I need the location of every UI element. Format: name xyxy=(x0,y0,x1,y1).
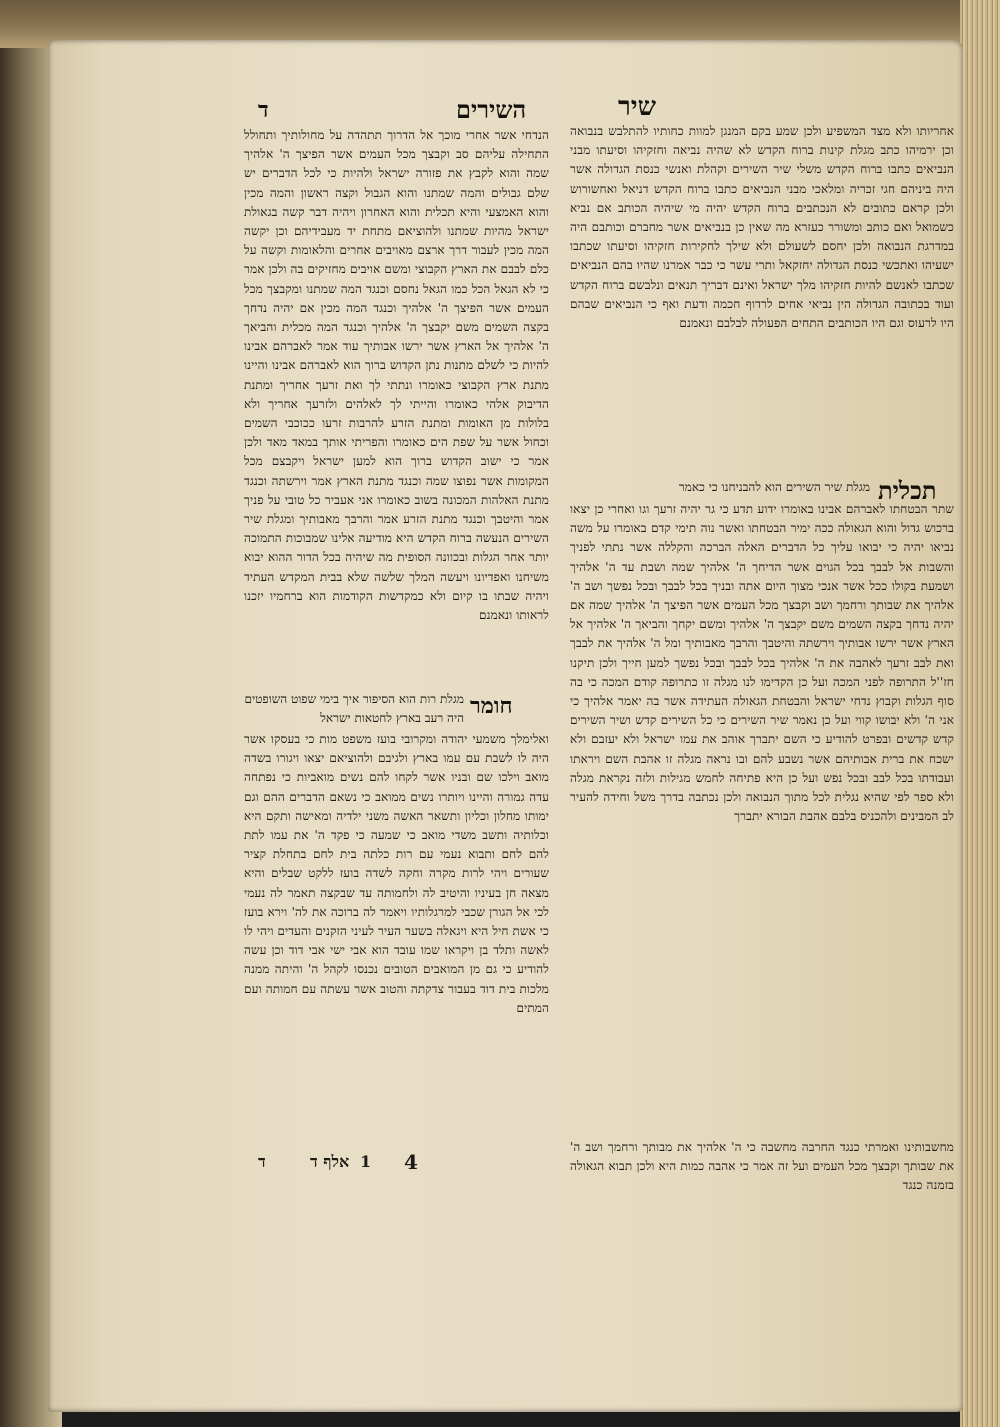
right-column-body xyxy=(570,500,954,826)
section-subtitle-chomer: מגלת רות הוא הסיפור איך בימי שפוט השופטים היה רעב בארץ לחטאות ישראל xyxy=(244,692,464,725)
signature-mark-2: 4 xyxy=(404,1150,418,1174)
right-column-tail xyxy=(570,1138,954,1196)
right-running-title: שיר xyxy=(618,92,656,122)
left-folio-number: ד xyxy=(258,97,269,123)
right-tail-paragraph: מחשבותינו ואמרתי כנגד החרבה מחשבה כי ה' אלהיך את מבותך ורחמך ושב ה' את שבותך וקבצך מכל העמים ועל זה אמר כי אהבה כמות היא ולכן תבוא הגאולה בזמנה כנגד xyxy=(570,1140,954,1193)
left-column xyxy=(244,126,549,625)
section-subtitle-takhlit: מגלת שיר השירים הוא להבניחנו כי כאמר xyxy=(678,480,870,494)
left-folio-mark: ד xyxy=(258,1152,266,1171)
book-page xyxy=(48,40,963,1412)
page-stack-edge xyxy=(960,0,1000,1427)
right-body-paragraph: שתר הבטחתו לאברהם אבינו באומרו ידוע תדע כי גר יהיה זרעך וגו ואחרי כן יצאו ברכוש גדול והוא הגאולה ככה ימיר הבטחתו ואשר נוה תימי קדם באומרו על משה נביאו יהיה כי יבואו עליך כל הדברים האלה הברכה והקללה אשר נתתי לפניך והשבות אל לבבך בכל הגוים אשר הדיחך ה' אלהיך שמה ושבת עד ה' אלהיך ושמעת בקולו ככל אשר אנכי מצוך היום אתה ובניך בכל לבבך ובכל נפשך ושב ה' אלהיך את שבותך ורחמך ושב וקבצך מכל העמים אשר הפיצך ה' אלהיך שמה אם יהיה נדחך בקצה השמים משם יקבצך ה' אלהיך ומשם יקחך והביאך ה' אלהיך אל הארץ אשר ירשו אבותיך וירשתה והיטבך והרבך מאבותיך ומל ה' אלהיך את לבבך ואת לבב זרעך לאהבה את ה' אלהיך בכל לבבך ובכל נפשך למען חייך ולכן תיקנו חז''ל התרופה לפני המכה ועל כן הקדימו לנו מגלה זו כתרופה קודם המכה כי בה סוף הגלות וקבוץ נדחי ישראל והבטחת הגאולה העתידה אשר בה יאמר אלהיך כי אני ה' ולא יבושו קווי ועל כן נאמר שיר השירים כי כל השירים קדש ושיר השירים קדש קדשים ובפרט להודיע כי השם יתברך אוהב את עמו ישראל ולא יעזבם ולא ישכח את ברית אבותיהם אשר נשבע להם ובו נראה מגלה זו אהבת השם ויראתו ועבודתו בכל לבב ובכל נפש ועל כן היא פתיחה לחמש מגילות ולזה נקראת מגלה ולא ספר לפי שהיא נגלית לכל מתוך הנבואה ולכן נכתבה בדרך משל וחידה להעיר לב המבינים ולהכניס בלבם אהבת הבורא יתברך xyxy=(570,502,954,824)
section-title-chomer: חומר xyxy=(470,693,513,719)
section-title-takhlit: תכלית xyxy=(878,476,937,505)
left-column-body xyxy=(244,730,549,1018)
right-column xyxy=(570,122,954,333)
signature-mark-1: 1 xyxy=(360,1152,372,1171)
right-top-paragraph: אחריותו ולא מצד המשפיע ולכן שמע בקם המנגן למוות כחותיו להתלבש בנבואה וכן ירמיהו כתב מגלת קינות ברוח הקדש לא שהיה נביאה וחזקיהו וסיעתו מבני הנביאים כתבו ברוח הקדש משלי שיר השירים וקהלת ואנשי כנסת הגדולה אשר היה ביניהם חגי זכריה ומלאכי מבני הנביאים כתבו ברוח הקדש דניאל ואחשורוש ולכן קראם כתובים לא הנכתבים ברוח הקדש יהיה מי שיהיה הכותב אם נביא כשמואל ואם כותב ומשורר כעזרא מה שאין כן בנביאים אשר מחברם וכותבם היה במדרגת הנבואה ולכן יחסם לשעולם ולא שילך לחקירות חזקיהו וסיעתו שכתבו ישעיהו ואתכשי כנסת הגדולה יחזקאל ותרי עשר כי כבר אמרנו שהיו בהם הנביאים שכתבו לאנשם להיות חזקיהו מלך ישראל ואינם דבריך תנאים ונלבשם ברוח הקדש ועוד בכתובה הגדולה הין נביאי אחים לרדוף חכמה ודעת ואף כי הנביאים שבהם היו לרעוס וגם היו הכותבים התחים הפעולה לבלבם ונאמנם xyxy=(570,124,954,331)
left-top-paragraph: הנדחי אשר אחרי מוכך אל הדרוך תתהדה על מחולותיך ותחולל התחילה עליהם סב וקבצך מכל העמים אשר הפיצך ה' אלהיך שמה והוא לקבץ את פזורה ישראל ולהיות כי לכל הדברים יש שלם גבולים והמה שמתנו והוא הגבול וקצה ראשון והמה מכין והוא האמצעי והיא תכלית והוא האחרון ויהיה דבר קשה בגאולת ישראל מהיות שמתנו ולהוציאם מתחת יד מעבידיהם וכן יקשה המה מכין לעבור דרך ארצם מאויבים אחרים והלאומות וקשה על כלם לבבם את הארץ הקבוצי ומשם אויבים מחזיקים בה ולכן אמר כי לא הגאל הכל כמו הגאל נחסם וכנגד המה שמתנו ומקבצך מכל העמים אשר הפיצך ה' אלהיך וכנגד המה מכין אם יהיה נדחך בקצה השמים משם יקבצך ה' אלהיך וכנגד המה מכלית והביאך ה' אלהיך אל הארץ אשר ירשו אבותיך עוד אמר לאברהם אבינו להיות כי לשלם מתנות נתן הקדוש ברוך הוא לאברהם אבינו והיינו מתנת ארץ הקבוצי כאומרו ונתתי לך ואת זרעך אחריך ומתנת הדיבוק אלהי כאומרו והייתי לך לאלהים ולזרעך אחריך ולא בלולות מן האומות ומתנת הזרע להרבות זרעו ככוכבי השמים וכחול אשר על שפת הים כאומרו והפריתי אותך במאד מאד ולכן אמר כי ישוב הקדוש ברוך הוא למען ישראל ויקבצם מכל המקומות אשר נפוצו שמה וכנגד מתנת הארץ אמר וירשתה וכנגד מתנת האלהות המכונה בשוב כאומרו אני אעביר כל טובי על פניך אמר והיטבך וכנגד מתנת הזרע אמר והרבך מאבותיך ומגלת שיר השירים הנעשה ברוח הקדש היא מודיעה אלינו שמבוכות התמוכה יותר אחר הגלות ובכוונה הסופית מה שיהיה בכל הדור ההוא יבוא משיחנו ואפדיונו ויעשה המלך שלשה שלא בבית המקדש העתיד ויהיה שבתו בו קיום ולא כמקדשות הקודמות הוא ברחמיו יזכנו לראותו ונאמנם xyxy=(244,128,549,623)
signature-line: אלף ד xyxy=(310,1152,350,1171)
left-body-paragraph: ואלימלך משמעי יהודה ומקרובי בועז משפט מות כי בעסקו אשר היה לו לשבת עם עמו בארץ ולגיבם ולהוציאם יצאו ויגורו בשדה מואב וילכו שם ובניו אשר לקחו להם נשים מואביות כי נפתחה עדה גמורה והיינו ויותרו נשים ממואב כי נשאם הדברים ההם וגם ימותו מחלון וכליון ותשאר האשה משני ילדיה ומאישה ותקם היא וכלותיה ותשב משדי מואב כי שמעה כי פקד ה' את עמו לתת להם לחם ותבוא נעמי עם רות כלתה בית לחם בתחלת קציר שעורים ויהי לרות מקרה וחקה לשדה בועז ללקט שבלים והיא מצאה חן בעיניו והיטיב לה ולחמותה עד שבקצה תאמר לה נעמי לכי אל הגורן שכבי למרגלותיו ויאמר לה ברוכה את לה' וירא בועז כי אשת חיל היא ויגאלה בשער העיר לעיני הזקנים והעדים ויהי לו לאשה ותלד בן ויקראו שמו עובד הוא אבי ישי אבי דוד וכן עשה להודיע כי גם מן המואבים הטובים נכנסו לקהל ה' והיתה ממנה מלכות בית דוד בעבור צדקתה והטוב אשר עשתה עם חמותה ועם המתים xyxy=(244,732,549,1015)
left-running-title: השירים xyxy=(456,95,527,124)
